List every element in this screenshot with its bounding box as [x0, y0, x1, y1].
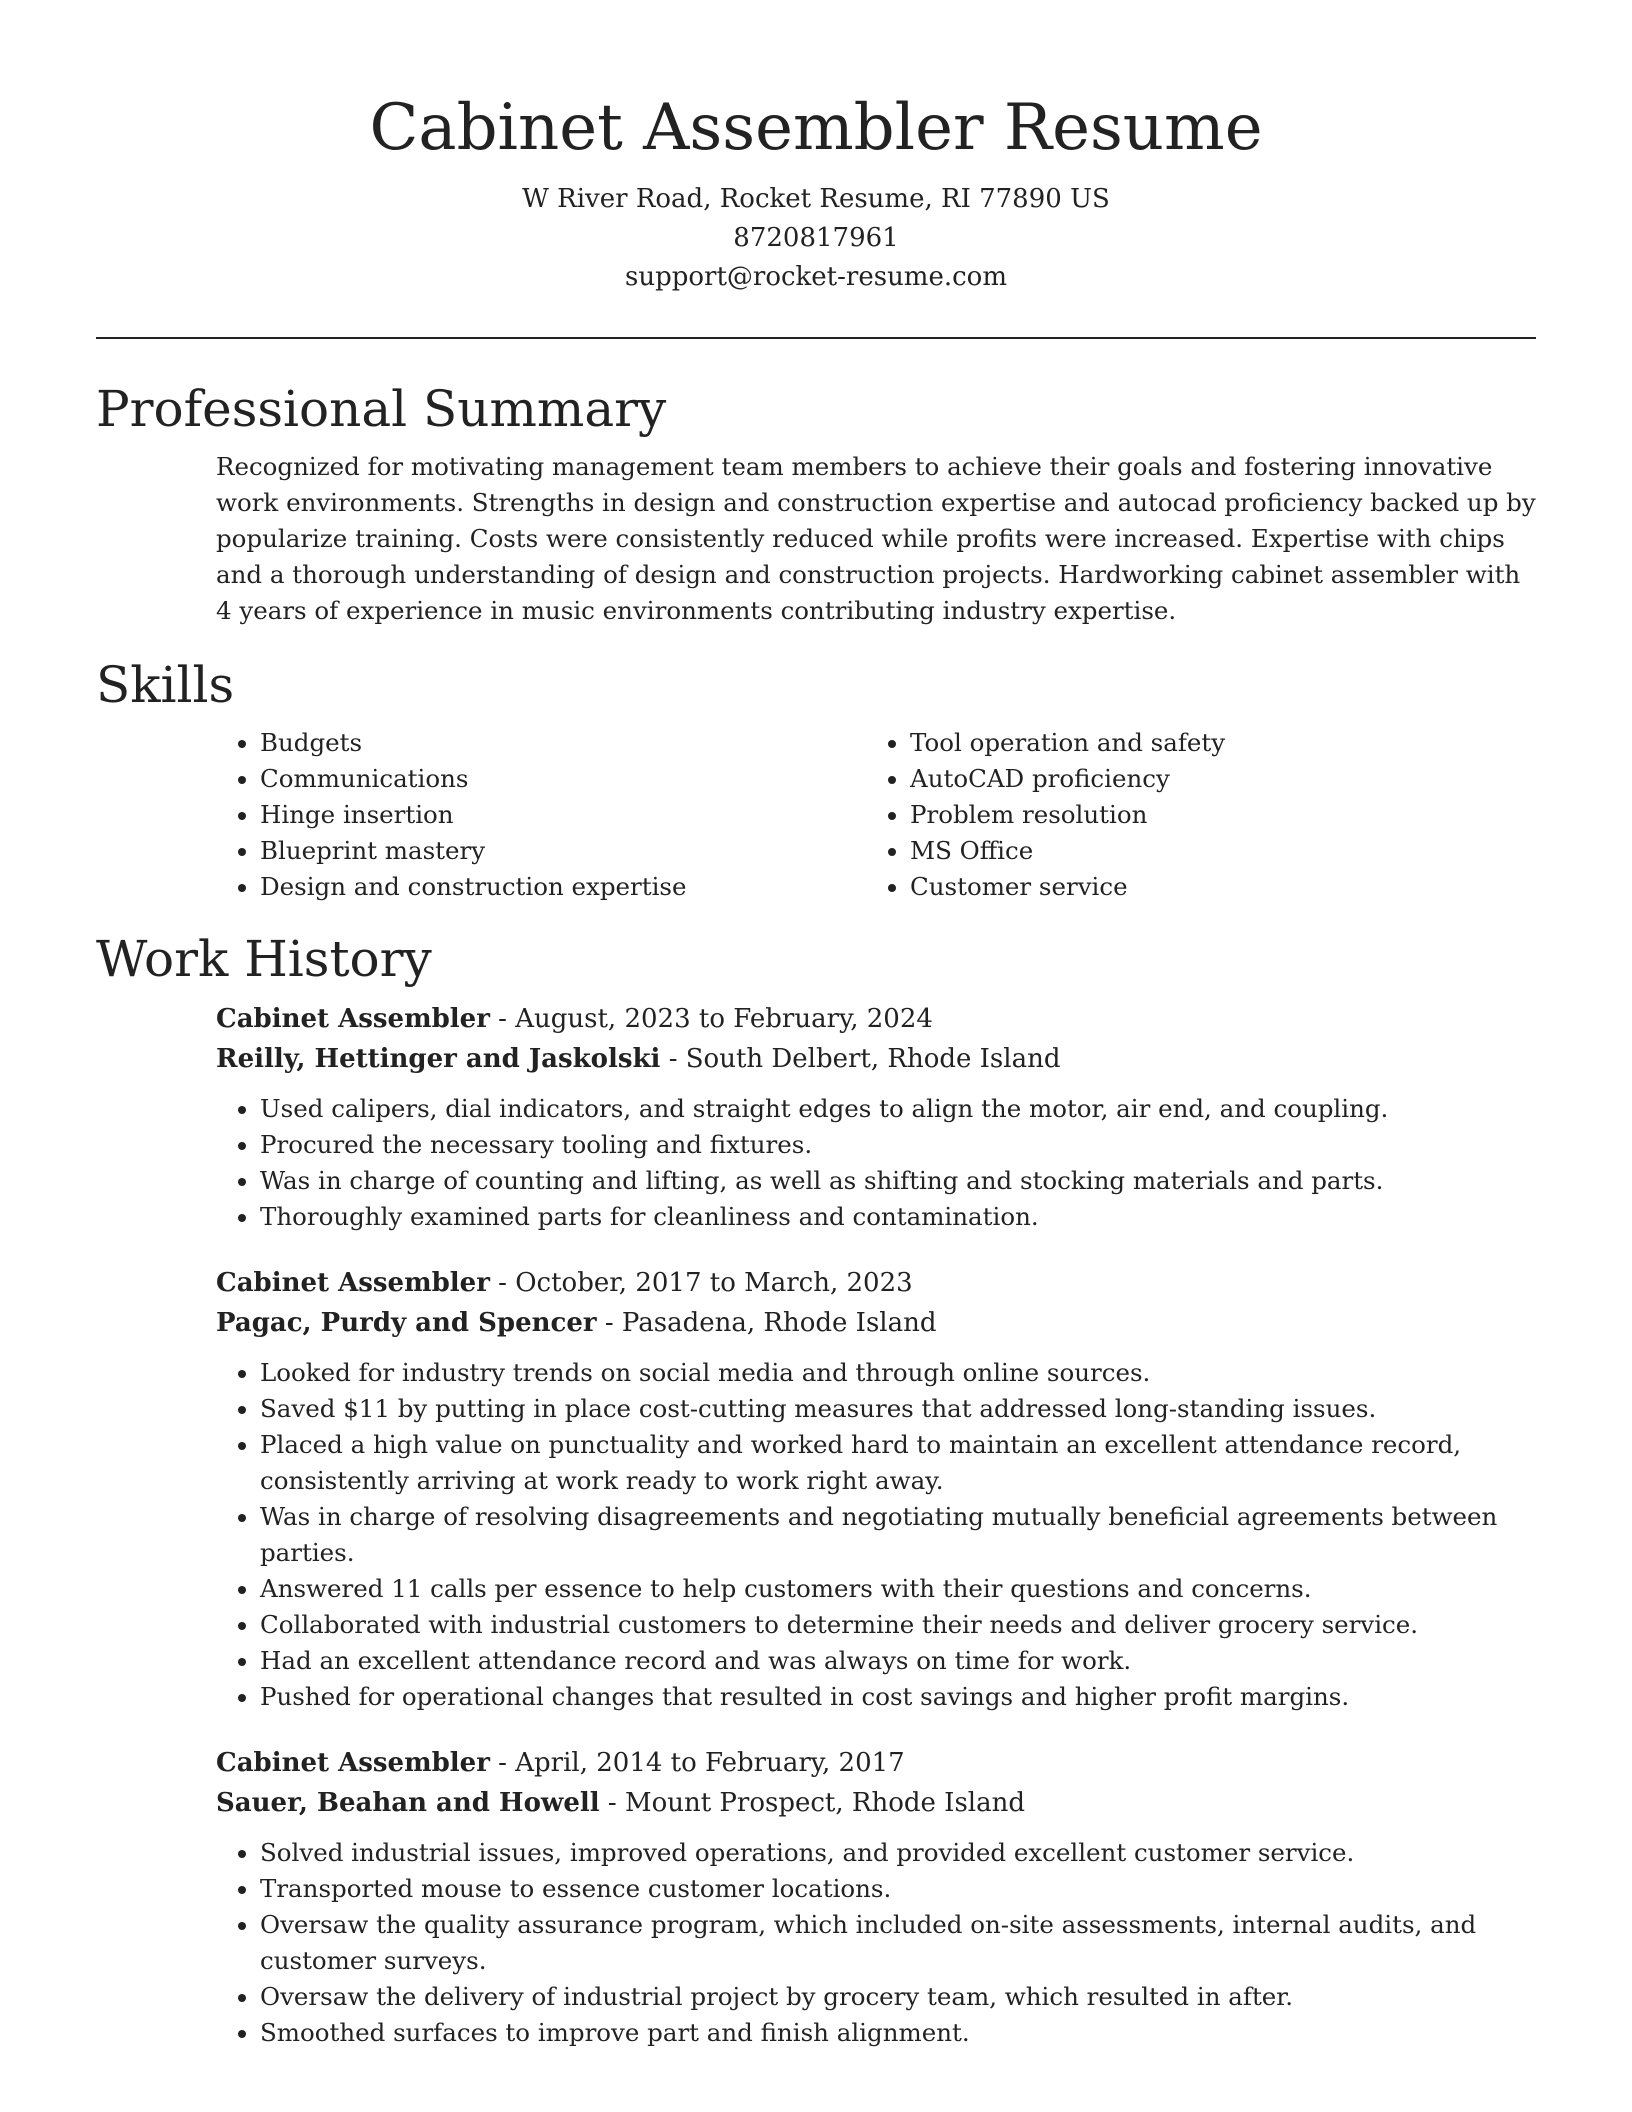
- job-bullet: • Used calipers, dial indicators, and straight edges to align the motor, air end, and coupling.: [260, 1091, 1536, 1127]
- summary-title: Professional Summary: [96, 380, 667, 438]
- skills-section: [96, 653, 1536, 905]
- job-company-line: [216, 1783, 1536, 1823]
- skills-list-right: [866, 725, 1516, 905]
- skill-item: • Communications: [260, 761, 866, 797]
- skill-item: • Tool operation and safety: [910, 725, 1516, 761]
- skills-grid: [216, 725, 1536, 905]
- job-dates: - April, 2014 to February, 2017: [498, 1748, 905, 1778]
- job-location: - Mount Prospect, Rhode Island: [607, 1788, 1025, 1818]
- job-location: - Pasadena, Rhode Island: [604, 1308, 937, 1338]
- resume-title: Cabinet Assembler Resume: [369, 91, 1263, 165]
- skills-list-left: [216, 725, 866, 905]
- job-company: Reilly, Hettinger and Jaskolski: [216, 1044, 661, 1074]
- job-bullet: • Smoothed surfaces to improve part and finish alignment.: [260, 2015, 1536, 2051]
- job-bullets: [216, 1091, 1536, 1235]
- work-section: [96, 927, 1536, 2051]
- job-role: Cabinet Assembler: [216, 1268, 490, 1298]
- skill-item: • AutoCAD proficiency: [910, 761, 1516, 797]
- header-divider: [96, 337, 1536, 339]
- job-bullet: • Saved $11 by putting in place cost-cutting measures that addressed long-standing issues.: [260, 1391, 1536, 1427]
- job-bullets: [216, 1835, 1536, 2051]
- job-bullet: • Placed a high value on punctuality and worked hard to maintain an excellent attendance record, consistently arriving at work ready to work right away.: [260, 1427, 1536, 1499]
- job-bullet: • Oversaw the quality assurance program, which included on-site assessments, internal audits, and customer surveys.: [260, 1907, 1536, 1979]
- job-bullet: • Solved industrial issues, improved operations, and provided excellent customer service.: [260, 1835, 1536, 1871]
- job-bullets: [216, 1355, 1536, 1715]
- skill-item: • Budgets: [260, 725, 866, 761]
- phone: 8720817961: [733, 223, 899, 253]
- skills-title: Skills: [96, 656, 235, 714]
- summary-text: Recognized for motivating management team members to achieve their goals and fostering innovative work environments. Strengths in design and construction expertise and autocad proficiency backed up by popularize training. Costs were consistently reduced while profits were increased. Expertise with chips and a thorough understanding of design and construction projects. Hardworking cabinet assembler with 4 years of experience in music environments contributing industry expertise.: [216, 452, 1536, 625]
- skill-item: • Customer service: [910, 869, 1516, 905]
- skill-item: • Hinge insertion: [260, 797, 866, 833]
- skill-item: • Problem resolution: [910, 797, 1516, 833]
- job-entry: [216, 999, 1536, 1235]
- job-bullet: • Answered 11 calls per essence to help customers with their questions and concerns.: [260, 1571, 1536, 1607]
- job-dates: - August, 2023 to February, 2024: [498, 1004, 933, 1034]
- skill-item: • MS Office: [910, 833, 1516, 869]
- job-bullet: • Had an excellent attendance record and was always on time for work.: [260, 1643, 1536, 1679]
- job-bullet: • Looked for industry trends on social media and through online sources.: [260, 1355, 1536, 1391]
- email: support@rocket-resume.com: [624, 262, 1007, 292]
- skill-item: • Blueprint mastery: [260, 833, 866, 869]
- job-bullet: • Transported mouse to essence customer locations.: [260, 1871, 1536, 1907]
- job-role: Cabinet Assembler: [216, 1748, 490, 1778]
- job-bullet: • Pushed for operational changes that resulted in cost savings and higher profit margins.: [260, 1679, 1536, 1715]
- contact-block: [96, 180, 1536, 297]
- job-title-line: [216, 999, 1536, 1039]
- job-company-line: [216, 1303, 1536, 1343]
- job-location: - South Delbert, Rhode Island: [668, 1044, 1061, 1074]
- job-bullet: • Was in charge of resolving disagreements and negotiating mutually beneficial agreements between parties.: [260, 1499, 1536, 1571]
- resume-header: [96, 0, 1536, 297]
- summary-section: [96, 377, 1536, 629]
- job-title-line: [216, 1263, 1536, 1303]
- job-bullet: • Procured the necessary tooling and fixtures.: [260, 1127, 1536, 1163]
- job-company-line: [216, 1039, 1536, 1079]
- job-bullet: • Was in charge of counting and lifting, as well as shifting and stocking materials and parts.: [260, 1163, 1536, 1199]
- job-bullet: • Thoroughly examined parts for cleanliness and contamination.: [260, 1199, 1536, 1235]
- job-company: Sauer, Beahan and Howell: [216, 1788, 600, 1818]
- skill-item: • Design and construction expertise: [260, 869, 866, 905]
- job-bullet: • Oversaw the delivery of industrial project by grocery team, which resulted in after.: [260, 1979, 1536, 2015]
- job-entry: [216, 1743, 1536, 2051]
- resume-page: [96, 0, 1536, 2079]
- job-role: Cabinet Assembler: [216, 1004, 490, 1034]
- job-entry: [216, 1263, 1536, 1715]
- job-bullet: • Collaborated with industrial customers to determine their needs and deliver grocery service.: [260, 1607, 1536, 1643]
- job-dates: - October, 2017 to March, 2023: [498, 1268, 913, 1298]
- job-title-line: [216, 1743, 1536, 1783]
- job-company: Pagac, Purdy and Spencer: [216, 1308, 597, 1338]
- work-title: Work History: [96, 930, 432, 988]
- address: W River Road, Rocket Resume, RI 77890 US: [522, 184, 1110, 214]
